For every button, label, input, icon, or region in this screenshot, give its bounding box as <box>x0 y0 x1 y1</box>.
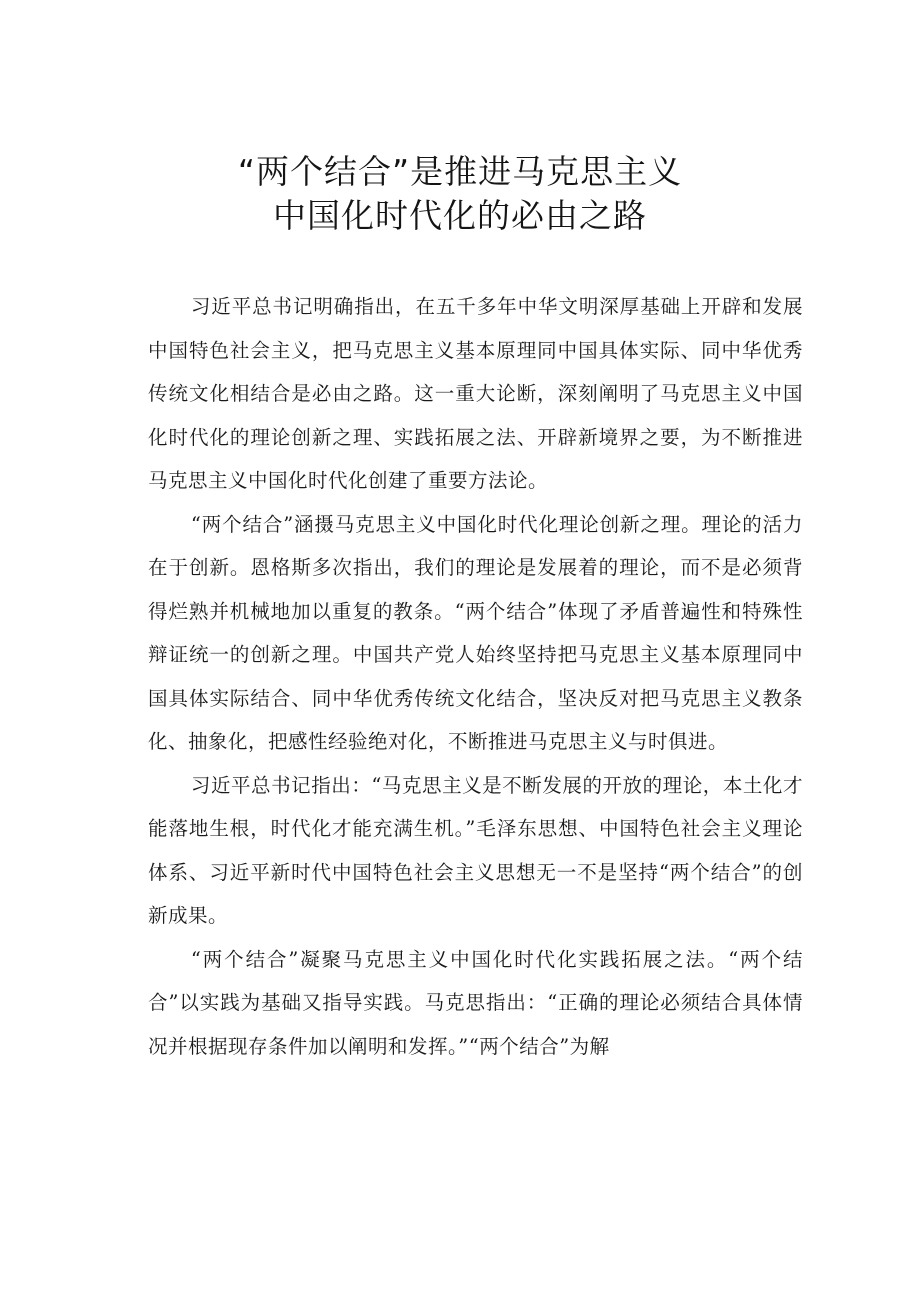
paragraph-2: “两个结合”涵摄马克思主义中国化时代化理论创新之理。理论的活力在于创新。恩格斯多次指出，我们的理论是发展着的理论，而不是必须背得烂熟并机械地加以重复的教条。“两个结合”体现了矛盾普遍性和特殊性辩证统一的创新之理。中国共产党人始终坚持把马克思主义基本原理同中国具体实际结合、同中华优秀传统文化结合，坚决反对把马克思主义教条化、抽象化，把感性经验绝对化，不断推进马克思主义与时俱进。 <box>148 512 803 753</box>
paragraph-3: 习近平总书记指出：“马克思主义是不断发展的开放的理论，本土化才能落地生根，时代化才能充满生机。”毛泽东思想、中国特色社会主义理论体系、习近平新时代中国特色社会主义思想无一不是坚持“两个结合”的创新成果。 <box>148 773 803 927</box>
title-line-1: “两个结合”是推进马克思主义 <box>237 152 683 191</box>
paragraph-4: “两个结合”凝聚马克思主义中国化时代化实践拓展之法。“两个结合”以实践为基础又指导实践。马克思指出：“正确的理论必须结合具体情况并根据现存条件加以阐明和发挥。”“两个结合”为解 <box>148 947 803 1058</box>
paragraph-1: 习近平总书记明确指出，在五千多年中华文明深厚基础上开辟和发展中国特色社会主义，把马克思主义基本原理同中国具体实际、同中华优秀传统文化相结合是必由之路。这一重大论断，深刻阐明了马克思主义中国化时代化的理论创新之理、实践拓展之法、开辟新境界之要，为不断推进马克思主义中国化时代化创建了重要方法论。 <box>148 295 803 492</box>
document-title <box>120 150 800 238</box>
title-line-2: 中国化时代化的必由之路 <box>273 196 647 235</box>
document-body <box>148 285 803 1068</box>
